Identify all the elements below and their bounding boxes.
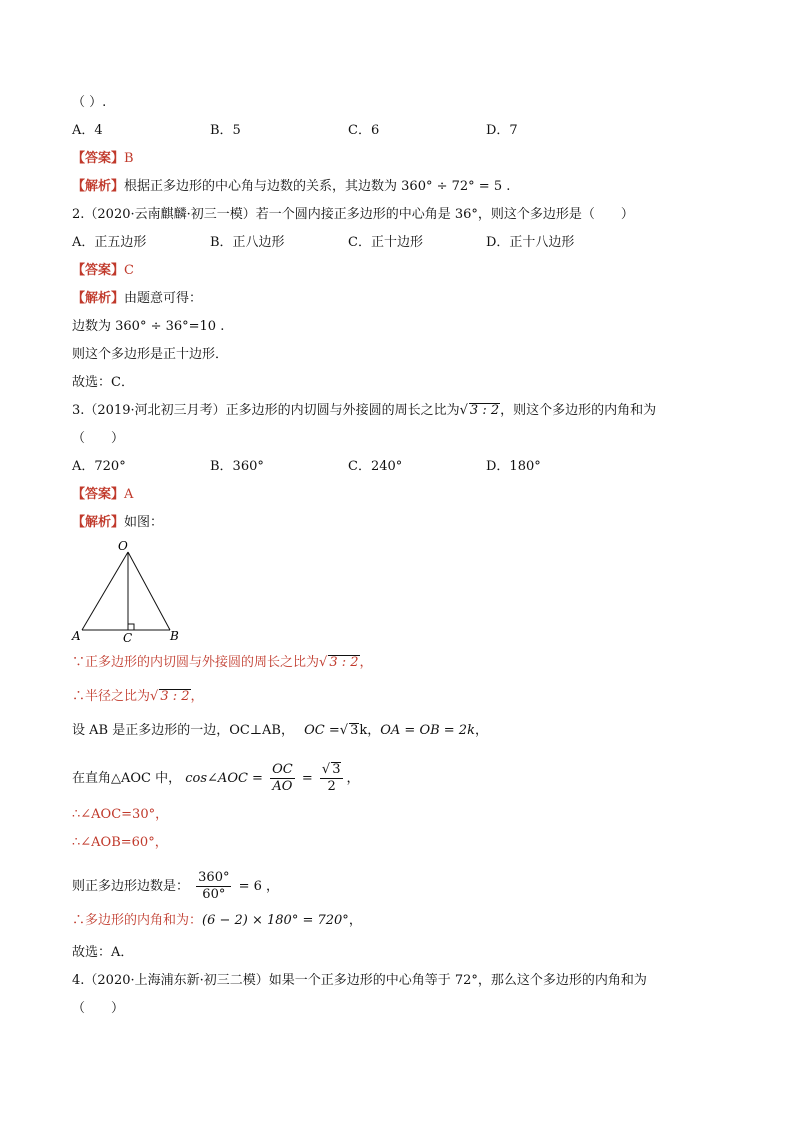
q1-option-d: D．7 (486, 123, 518, 138)
q3-stem-ratio: 3 : 2 (469, 403, 500, 418)
right-angle-mark (128, 624, 134, 630)
q1-answer-line (72, 150, 134, 168)
triangle-figure (66, 538, 186, 644)
q3-solution-step6: ∴∠AOB=60°， (72, 835, 168, 850)
q2-answer-line (72, 262, 134, 280)
q2-answer: C (124, 263, 134, 278)
answer-tag: 【答案】 (72, 263, 125, 278)
q3-analysis: 如图： (124, 515, 164, 530)
label-a: A (72, 629, 81, 643)
q1-stem-tail: （ ）. (72, 95, 107, 110)
q1-analysis-line (72, 178, 510, 196)
q2-step1: 边数为 360° ÷ 36°=10 . (72, 319, 225, 334)
q2-analysis: 由题意可得： (124, 291, 203, 306)
q1-analysis: 根据正多边形的中心角与边数的关系，其边数为 360° ÷ 72° = 5 . (124, 179, 511, 194)
q3-solution-step3: 设 AB 是正多边形的一边，OC⊥AB， OC =√ 3k，OA = OB = 2k， (72, 723, 488, 738)
q3-solution-step7: 则正多边形边数是： $\frac{360^\circ}{60^\circ}$ = 6 ， (72, 870, 280, 902)
q3-option-b: B．360° (210, 459, 264, 474)
q2-step2: 则这个多边形是正十边形． (72, 347, 229, 362)
q4-stem: 4.（2020·上海浦东新·初三二模）如果一个正多边形的中心角等于 72°，那么这个多边形的内角和为 (72, 973, 647, 988)
q2-option-a: A．正五边形 (72, 235, 147, 250)
q2-option-c: C．正十边形 (348, 235, 423, 250)
q3-option-a: A．720° (72, 459, 126, 474)
side-ob (128, 552, 170, 630)
q2-analysis-line (72, 290, 202, 308)
q3-solution-step2: ∴半径之比为√ 3 : 2， (72, 689, 204, 704)
q4-stem-tail: （ ） (72, 1001, 125, 1016)
q2-conclusion: 故选：C． (72, 375, 134, 390)
q3-stem: 3.（2019·河北初三月考）正多边形的内切圆与外接圆的周长之比为√ 3 : 2，则这个多边形的内角和为 (72, 403, 657, 418)
analysis-tag: 【解析】 (72, 515, 125, 530)
q1-option-c: C．6 (348, 123, 380, 138)
q1-answer: B (124, 151, 134, 166)
q1-option-b: B．5 (210, 123, 241, 138)
q3-option-d: D．180° (486, 459, 541, 474)
q3-solution-step5: ∴∠AOC=30°， (72, 807, 169, 822)
fraction-sqrt3-2: $\frac{√ 3}{2}$ (320, 762, 344, 795)
q3-option-c: C．240° (348, 459, 403, 474)
q3-solution-step1: ∵正多边形的内切圆与外接圆的周长之比为√ 3 : 2， (72, 655, 373, 670)
q3-answer-line (72, 486, 133, 504)
side-oa (82, 552, 128, 630)
label-c: C (123, 631, 133, 644)
q3-analysis-line (72, 514, 163, 532)
label-b: B (170, 629, 179, 643)
q3-answer: A (124, 487, 134, 502)
q2-option-d: D．正十八边形 (486, 235, 575, 250)
answer-tag: 【答案】 (72, 487, 125, 502)
analysis-tag: 【解析】 (72, 179, 125, 194)
q3-stem-b: ，则这个多边形的内角和为 (500, 403, 657, 418)
label-o: O (118, 539, 128, 553)
q2-option-b: B．正八边形 (210, 235, 285, 250)
q3-stem-tail: （ ） (72, 431, 125, 446)
fraction-360-60: $\frac{360^\circ}{60^\circ}$ (198, 870, 230, 902)
analysis-tag: 【解析】 (72, 291, 125, 306)
q3-solution-step4: 在直角△AOC 中， cos∠AOC = $\frac{OC}{AO}$ = $\frac{√ 3}{2}$ ， (72, 762, 360, 794)
q3-solution-step8: ∴多边形的内角和为：(6 − 2) × 180° = 720°， (72, 913, 362, 928)
q3-conclusion: 故选：A． (72, 945, 134, 960)
answer-tag: 【答案】 (72, 151, 125, 166)
q3-stem-a: 3.（2019·河北初三月考）正多边形的内切圆与外接圆的周长之比为 (72, 403, 460, 418)
q2-stem: 2.（2020·云南麒麟·初三一模）若一个圆内接正多边形的中心角是 36°，则这个多边形是（ ） (72, 207, 634, 222)
q1-option-a: A．4 (72, 123, 103, 138)
fraction-oc-ao: $\frac{OC}{AO}$ (272, 762, 293, 794)
